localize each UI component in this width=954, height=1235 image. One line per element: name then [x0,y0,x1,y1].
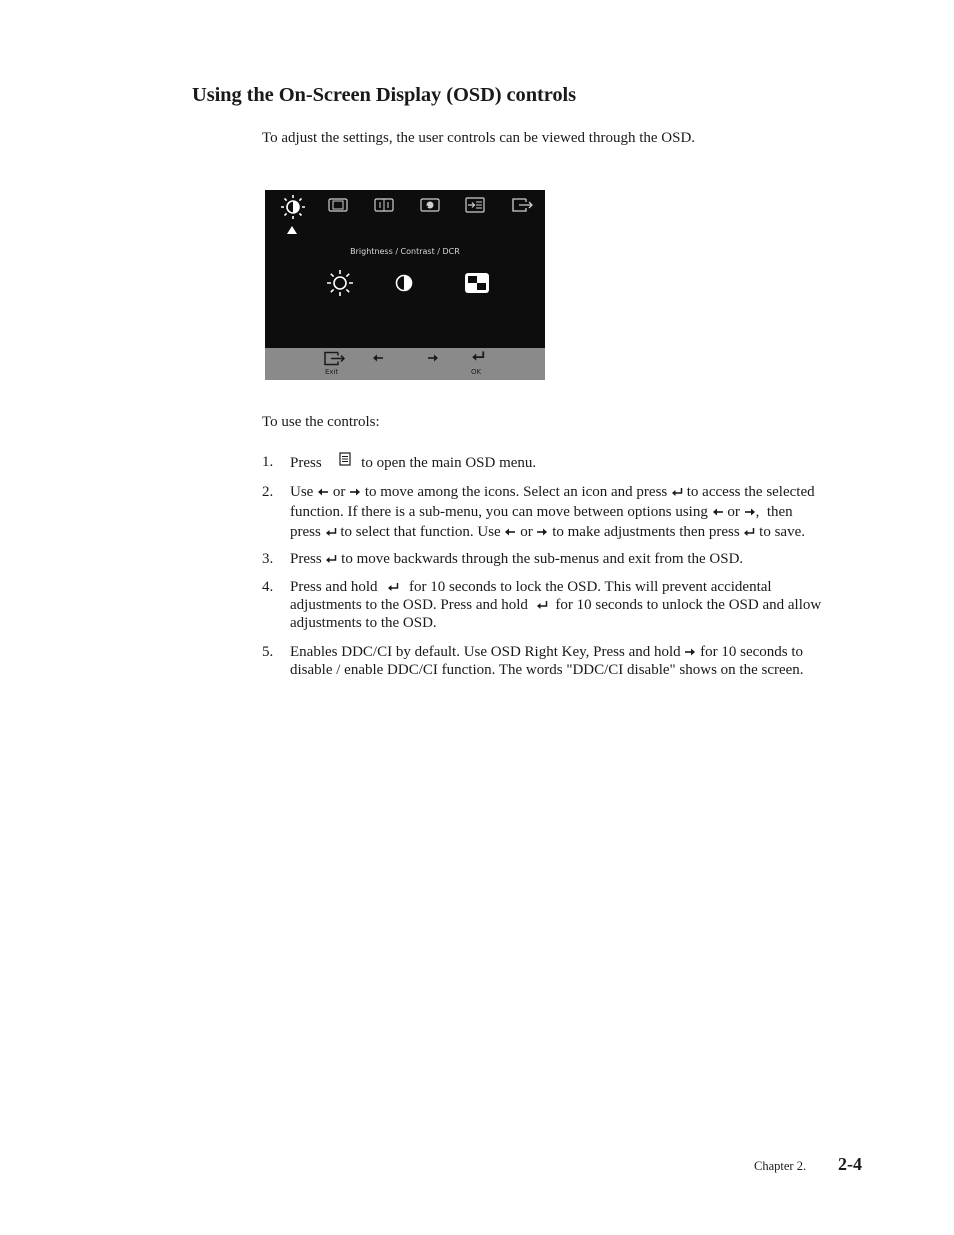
enter-icon [325,527,337,537]
enter-icon [471,350,485,362]
enter-icon [671,487,683,497]
step-number: 3. [262,551,274,567]
right-arrow-icon [744,507,756,517]
enter-icon [536,600,548,610]
image-properties-icon [420,198,440,212]
up-triangle-icon [287,226,297,234]
options-icon [465,197,485,213]
page-title: Using the On-Screen Display (OSD) controls [192,84,576,106]
step-number: 1. [262,454,274,470]
page-number: 2-4 [838,1154,862,1174]
osd-exit-label: Exit [325,368,339,376]
osd-bottom-bar [265,348,545,380]
exit-icon [511,198,535,212]
intro-text: To adjust the settings, the user controls can be viewed through the OSD. [262,130,696,146]
image-setup-icon [374,198,394,212]
right-arrow-icon [426,353,440,363]
left-arrow-icon [504,527,516,537]
step-number: 2. [262,484,274,500]
menu-icon [339,452,351,466]
enter-icon [387,582,399,592]
exit-icon [323,351,347,366]
right-arrow-icon [349,487,361,497]
use-controls-label: To use the controls: [262,414,380,430]
osd-ok-label: OK [471,368,482,376]
osd-screenshot [265,190,545,380]
dcr-icon [464,272,490,294]
enter-icon [325,554,337,564]
right-arrow-icon [536,527,548,537]
left-arrow-icon [712,507,724,517]
enter-icon [743,527,755,537]
right-arrow-icon [684,647,696,657]
step-number: 5. [262,644,274,660]
brightness-contrast-icon [279,194,307,220]
osd-submenu-title: Brightness / Contrast / DCR [350,247,460,256]
contrast-icon [395,274,413,292]
image-position-icon [328,198,348,212]
brightness-icon [326,269,354,297]
left-arrow-icon [317,487,329,497]
step-number: 4. [262,579,274,595]
left-arrow-icon [371,353,385,363]
footer-chapter: Chapter 2. [754,1159,807,1173]
